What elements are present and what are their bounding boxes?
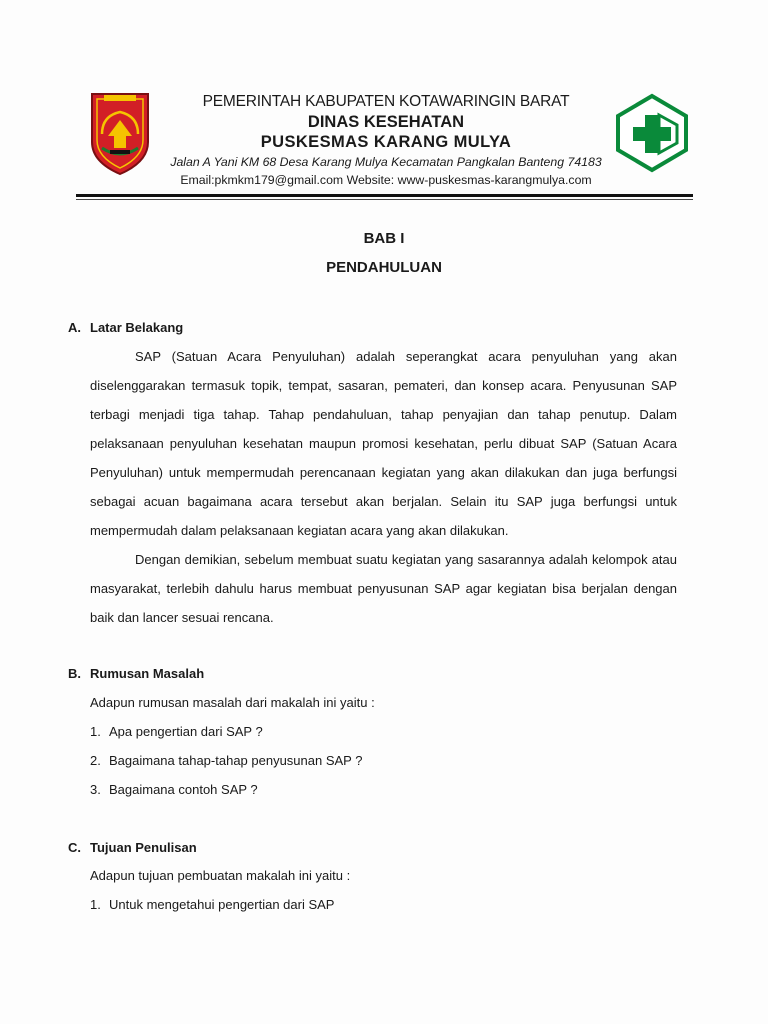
- letterhead-government: PEMERINTAH KABUPATEN KOTAWARINGIN BARAT: [202, 93, 570, 110]
- regency-crest-icon: [88, 90, 152, 176]
- section-a-paragraph-2: Dengan demikian, sebelum membuat suatu kegiatan yang sasarannya adalah kelompok atau masyarakat, terlebih dahulu harus membuat penyusunan SAP agar kegiatan bisa berjalan dengan baik dan lancer sesuai rencana.: [90, 552, 677, 625]
- section-c-heading: [68, 840, 197, 855]
- section-b-letter: B.: [68, 666, 81, 681]
- section-b-intro: Adapun rumusan masalah dari makalah ini yaitu :: [90, 695, 375, 710]
- section-c-letter: C.: [68, 840, 81, 855]
- section-c-intro: Adapun tujuan pembuatan makalah ini yaitu :: [90, 868, 351, 883]
- list-item-text: Apa pengertian dari SAP ?: [109, 724, 263, 739]
- section-a-letter: A.: [68, 320, 81, 335]
- list-item-text: Bagaimana contoh SAP ?: [109, 782, 258, 797]
- letterhead-contact: Email:pkmkm179@gmail.com Website: www-puskesmas-karangmulya.com: [180, 173, 592, 187]
- section-b-title: Rumusan Masalah: [90, 666, 205, 681]
- letterhead-address: Jalan A Yani KM 68 Desa Karang Mulya Kecamatan Pangkalan Banteng 74183: [170, 155, 602, 169]
- list-item-number: 2.: [90, 753, 101, 768]
- letterhead-department: DINAS KESEHATAN: [307, 113, 465, 131]
- list-item: [90, 724, 263, 739]
- letterhead-rule: [76, 194, 693, 197]
- list-item-text: Bagaimana tahap-tahap penyusunan SAP ?: [109, 753, 363, 768]
- section-a-paragraph-1: SAP (Satuan Acara Penyuluhan) adalah seperangkat acara penyuluhan yang akan diselenggarakan termasuk topik, tempat, sasaran, pemateri, dan konsep acara. Penyusunan SAP terbagi menjadi tiga tahap. Tahap pendahuluan, tahap penyajian dan tahap penutup. Dalam pelaksanaan penyuluhan kesehatan maupun promosi kesehatan, perlu dibuat SAP (Satuan Acara Penyuluhan) untuk mempermudah perencanaan kegiatan yang akan dilakukan dan juga berfungsi sebagai acuan bagaimana acara tersebut akan berjalan. Selain itu SAP juga berfungsi untuk mempermudah dalam pelaksanaan kegiatan acara yang akan dilakukan.: [90, 349, 677, 538]
- puskesmas-cross-icon: [615, 93, 689, 173]
- section-b-heading: [68, 666, 204, 681]
- list-item-number: 1.: [90, 724, 101, 739]
- section-a-title: Latar Belakang: [90, 320, 184, 335]
- section-a-heading: [68, 320, 183, 335]
- list-item-text: Untuk mengetahui pengertian dari SAP: [109, 897, 335, 912]
- letterhead-rule-thin: [76, 199, 693, 200]
- letterhead-institution: PUSKESMAS KARANG MULYA: [260, 133, 512, 151]
- list-item: [90, 753, 362, 768]
- letterhead-text: [160, 92, 612, 189]
- chapter-number: BAB I: [363, 230, 405, 247]
- section-c-title: Tujuan Penulisan: [90, 840, 197, 855]
- list-item-number: 3.: [90, 782, 101, 797]
- list-item: [90, 897, 334, 912]
- chapter-title: PENDAHULUAN: [326, 259, 442, 276]
- list-item-number: 1.: [90, 897, 101, 912]
- list-item: [90, 782, 258, 797]
